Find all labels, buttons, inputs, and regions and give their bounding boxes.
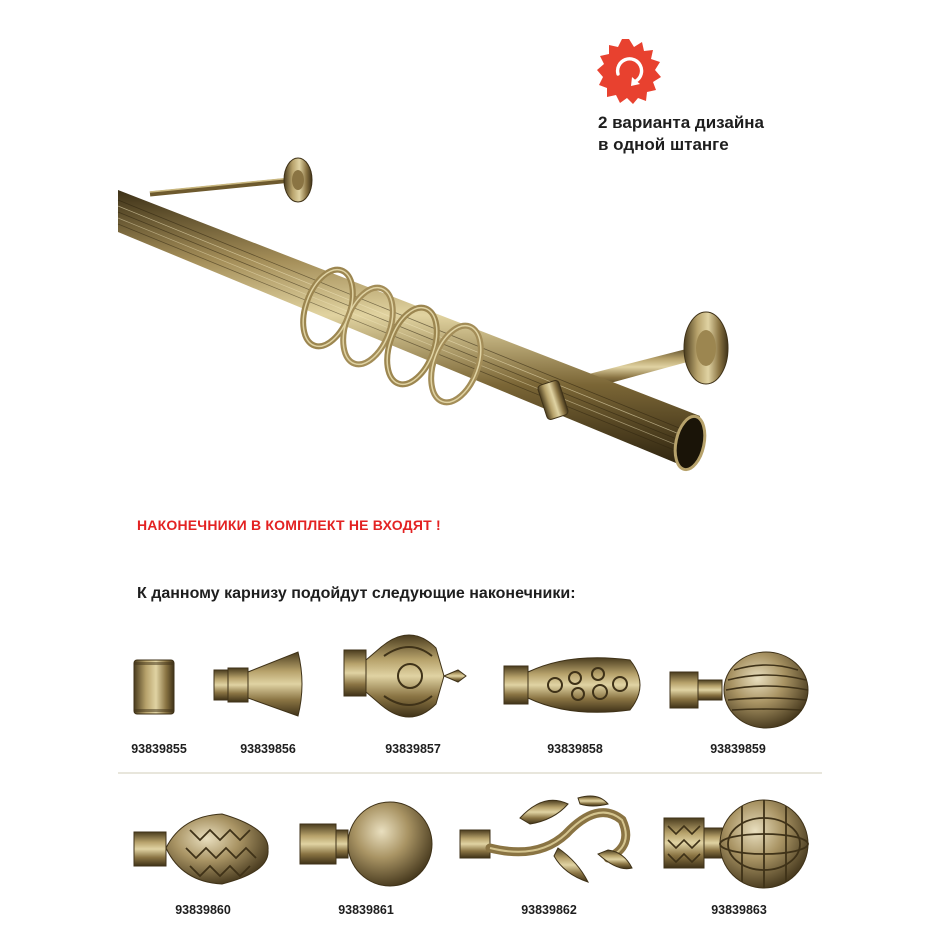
row-divider [118,772,822,774]
finial-image-93839862 [458,790,640,890]
badge-line-1: 2 варианта дизайна [598,113,765,132]
finial-code: 93839861 [338,903,394,917]
finial-image-93839856 [212,648,308,720]
finial-image-93839860 [132,808,274,888]
finial-image-93839855 [132,658,176,716]
finial-image-93839859 [668,650,810,730]
rear-bracket [150,158,312,202]
finial-code: 93839857 [385,742,441,756]
badge-line-2: в одной штанге [598,135,729,154]
finial-code: 93839856 [240,742,296,756]
finial-code: 93839855 [131,742,187,756]
finial-image-93839861 [298,800,434,888]
rod-body [118,190,709,472]
finial-image-93839858 [500,652,650,718]
curtain-rod-image [110,150,770,490]
finials-not-included-warning: НАКОНЕЧНИКИ В КОМПЛЕКТ НЕ ВХОДЯТ ! [137,517,441,533]
compatible-finials-heading: К данному карнизу подойдут следующие наконечники: [137,585,576,602]
finial-code: 93839858 [547,742,603,756]
finial-image-93839863 [662,796,812,892]
finial-code: 93839862 [521,903,577,917]
finial-code: 93839863 [711,903,767,917]
front-bracket [585,312,728,388]
rotate-arrow-icon [596,38,662,104]
finial-image-93839857 [340,620,470,732]
finial-code: 93839859 [710,742,766,756]
finial-code: 93839860 [175,903,231,917]
